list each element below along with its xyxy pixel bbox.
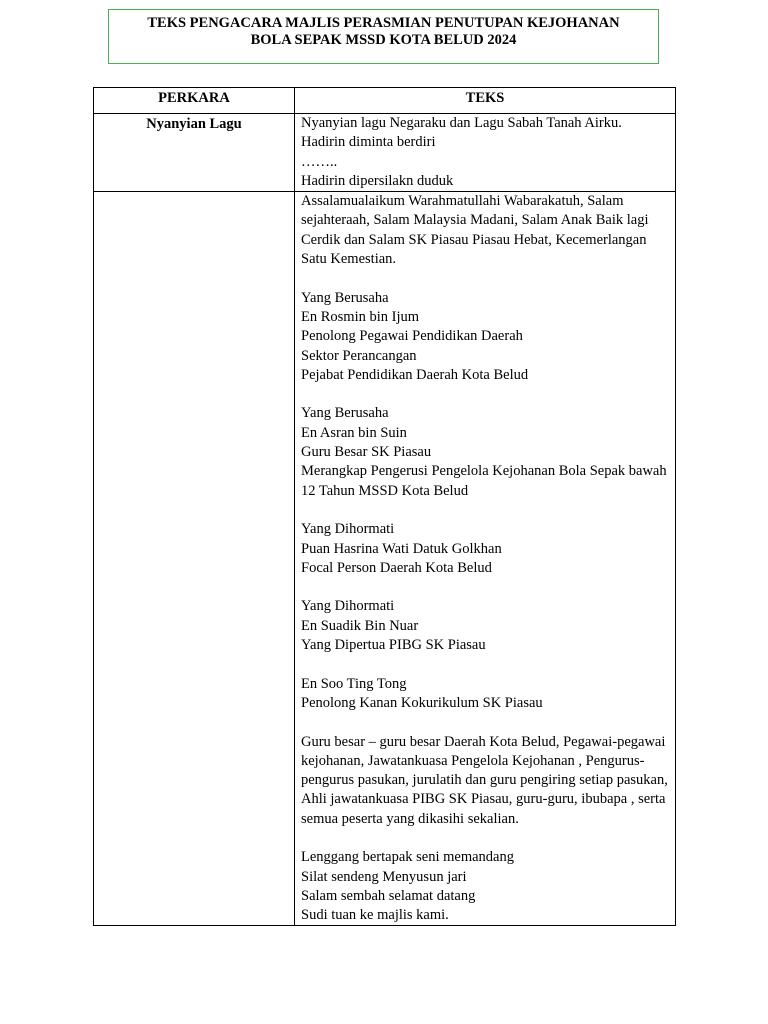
text-line: Yang Dihormati (301, 521, 395, 538)
text-line: Sektor Perancangan (301, 347, 417, 364)
text-line: Pejabat Pendidikan Daerah Kota Belud (301, 366, 529, 383)
text-line: Nyanyian lagu Negaraku dan Lagu Sabah Tanah Airku. (301, 115, 622, 131)
table-row (94, 114, 676, 192)
row1-perkara: Nyanyian Lagu (94, 114, 295, 192)
header-perkara: PERKARA (94, 88, 295, 114)
pantun-line: Lenggang bertapak seni memandang (301, 849, 514, 866)
text-line: Yang Berusaha (301, 289, 389, 306)
row1-teks (295, 114, 676, 192)
greeting-paragraph: Assalamualaikum Warahmatullahi Wabarakatuh, Salam sejahteraah, Salam Malaysia Madani, Salam Anak Baik lagi Cerdik dan Salam SK Piasau Piasau Hebat, Kecemerlangan Satu Kemestian. (301, 193, 649, 268)
text-line: En Rosmin bin Ijum (301, 308, 420, 325)
title-line-2: BOLA SEPAK MSSD KOTA BELUD 2024 (250, 32, 517, 48)
row2-perkara (94, 192, 295, 926)
title-line-1: TEKS PENGACARA MAJLIS PERASMIAN PENUTUPAN KEJOHANAN (147, 15, 620, 31)
text-line: En Suadik Bin Nuar (301, 617, 419, 634)
text-line: Puan Hasrina Wati Datuk Golkhan (301, 540, 502, 557)
text-line: Yang Dihormati (301, 598, 395, 615)
text-line: …….. (301, 153, 338, 170)
text-line: Focal Person Daerah Kota Belud (301, 559, 492, 576)
text-line: Merangkap Pengerusi Pengelola Kejohanan Bola Sepak bawah 12 Tahun MSSD Kota Belud (301, 463, 667, 499)
audience-paragraph: Guru besar – guru besar Daerah Kota Belud, Pegawai-pegawai kejohanan, Jawatankuasa Pengelola Kejohanan , Pengurus-pengurus pasukan, jurulatih dan guru pengiring setiap pasukan, Ahli jawatankuasa PIBG SK Piasau, guru-guru, ibubapa , serta semua peserta yang dikasihi sekalian. (301, 733, 668, 827)
document-title (108, 9, 659, 64)
text-line: En Soo Ting Tong (301, 675, 407, 692)
text-line: En Asran bin Suin (301, 424, 407, 441)
text-line: Penolong Pegawai Pendidikan Daerah (301, 328, 523, 345)
text-line: Penolong Kanan Kokurikulum SK Piasau (301, 694, 543, 711)
pantun-line: Salam sembah selamat datang (301, 887, 476, 904)
row2-teks (295, 192, 676, 926)
text-line: Hadirin dipersilakn duduk (301, 172, 454, 189)
text-line: Yang Berusaha (301, 405, 389, 422)
script-table (93, 87, 676, 926)
pantun-line: Silat sendeng Menyusun jari (301, 868, 467, 885)
text-line: Yang Dipertua PIBG SK Piasau (301, 637, 486, 654)
text-line: Hadirin diminta berdiri (301, 134, 436, 151)
text-line: Guru Besar SK Piasau (301, 444, 432, 461)
header-teks: TEKS (295, 88, 676, 114)
pantun-line: Sudi tuan ke majlis kami. (301, 907, 449, 924)
table-header-row (94, 88, 676, 114)
table-row (94, 192, 676, 926)
